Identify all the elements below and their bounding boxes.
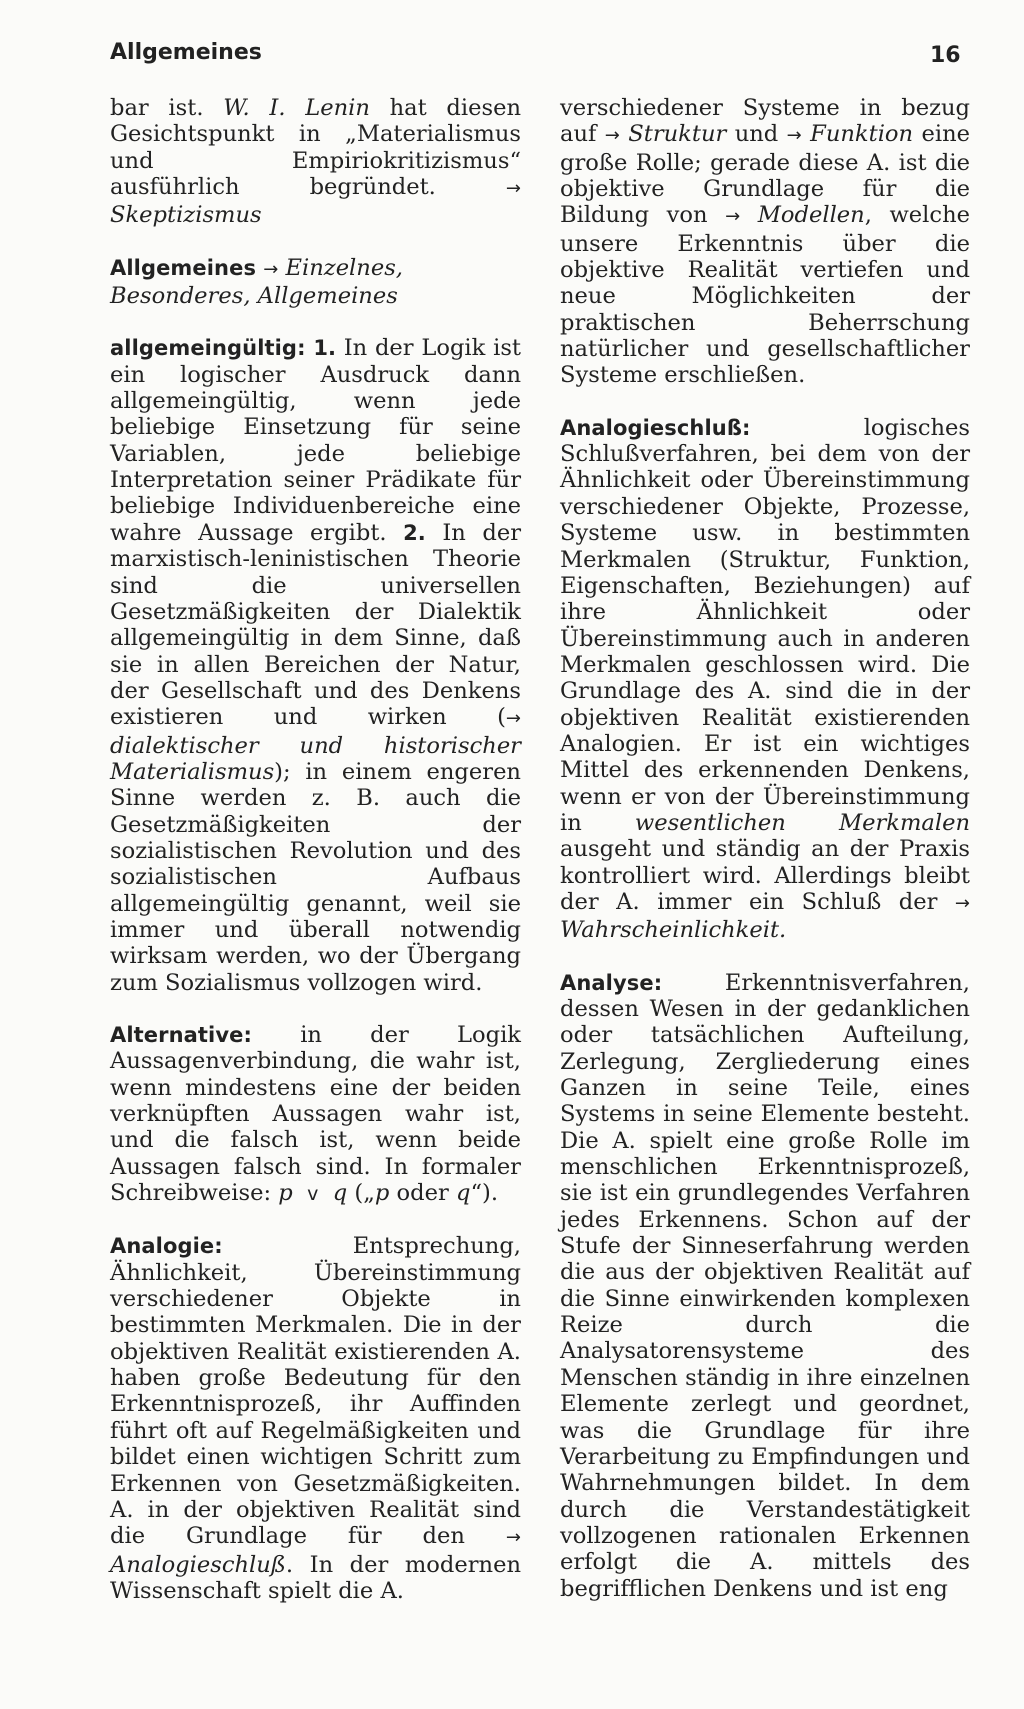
sense-number: 2. [403,520,426,545]
entry-allgemeines [110,255,521,310]
cross-reference-link[interactable]: dialektischer und historischer Materialismus [110,732,521,785]
entry-text: („ [354,1180,375,1207]
entry-analyse [560,970,970,1602]
entry-text: . In der modernen Wissenschaft spielt die A. [110,1551,521,1604]
entry-text: ); in einem engeren Sinne werden z. B. auch die Gesetzmäßigkeiten der sozialistischen Revolution und des sozialistischen Aufbaus allgemeingültig genannt, weil sie immer und überall notwendig wirksam werden, wo der Übergang zum Sozialismus vollzogen wird. [110,758,521,996]
entry-text: In der marxistisch-leninistischen Theorie sind die universellen Gesetzmäßigkeiten der Dialektik allgemeingültig in dem Sinne, daß sie in allen Bereichen der Natur, der Gesellschaft und des Denkens existieren und wirken ( [110,519,521,731]
entry-analogie [110,1233,521,1604]
cross-reference-link[interactable]: Skeptizismus [110,202,262,229]
entry-allgemeinguelig [110,335,521,996]
left-column [110,95,521,1630]
entry-continuation [110,95,521,229]
cross-reference-arrow-icon: → [505,1527,521,1549]
entry-text: ausgeht und ständig an der Praxis kontrolliert wird. Allerdings bleibt der A. immer ein Schluß der [560,836,970,915]
cross-reference-arrow-icon: → [954,892,970,914]
entry-analogieschluss [560,415,970,944]
right-column [560,95,970,1628]
cross-reference-link[interactable]: Funktion [810,121,914,148]
cross-reference-arrow-icon: → [505,178,521,200]
formula-variable-q: q [332,1180,348,1207]
entry-text: logisches Schlußverfahren, bei dem von der Ähnlichkeit oder Übereinstimmung verschiedener Objekte, Prozesse, Systeme usw. in bestimmten Merkmalen (Struktur, Funktion, Eigenschaften, Beziehungen) auf ihre Ähnlichkeit oder Übereinstimmung auch in anderen Merkmalen geschlossen wird. Die Grundlage des A. sind die in der objektiven Realität existierenden Analogien. Er ist ein wichtiges Mittel des erkennenden Denkens, wenn er von der Übereinstimmung in [560,414,970,836]
entry-text: eine große Rolle; gerade diese A. ist die objektive Grundlage für die Bildung von [560,121,970,229]
cross-reference-arrow-icon: → [263,258,279,280]
entry-headword: Analyse: [560,970,663,995]
cross-reference-link[interactable]: Einzelnes, Besonderes, Allgemeines [110,254,403,310]
entry-italic: wesentlichen Merkmalen [634,809,970,836]
cross-reference-arrow-icon: → [725,206,741,228]
entry-text: bar ist. [110,95,224,121]
entry-continuation [560,95,970,389]
entry-text: in der Logik Aussagenverbindung, die wahr ist, wenn mindestens eine der beiden verknüpften Aussagen wahr ist, und die falsch ist, wenn beide Aussagen falsch sind. In formaler Schreibweise: [110,1022,521,1207]
formula-variable-p: p [374,1180,390,1207]
entry-text: und [726,121,787,148]
sense-number: 1. [313,336,336,361]
entry-text: oder [389,1180,456,1207]
page-number: 16 [930,43,961,68]
entry-text: “). [470,1180,499,1207]
cross-reference-link[interactable]: Wahrscheinlichkeit. [560,917,787,944]
entry-headword: Analogie: [110,1234,223,1259]
entry-headword: Analogieschluß: [560,415,751,440]
cross-reference-arrow-icon: → [604,125,620,147]
running-head: Allgemeines [110,40,262,65]
entry-text: hat diesen Gesichtspunkt in „Materialismus und Empiriokritizismus“ ausführlich begründet. [110,95,521,201]
entry-headword: Allgemeines [110,255,257,280]
entry-text: In der Logik ist ein logischer Ausdruck dann allgemeingültig, wenn jede beliebige Einsetzung für seine Variablen, jede beliebige Interpretation seiner Prädikate für beliebige Individuenbereiche eine wahre Aussage ergibt. [110,335,521,546]
disjunction-symbol: v [307,1183,319,1206]
entry-text: verschiedener Systeme in bezug auf [560,95,970,148]
cross-reference-link[interactable]: Modellen [757,202,865,229]
cross-reference-link[interactable]: Analogieschluß [110,1551,286,1578]
entry-text: Entsprechung, Ähnlichkeit, Übereinstimmung verschiedener Objekte in bestimmten Merkmalen. Die in der objektiven Realität existierenden A. haben große Bedeutung für den Erkenntnisprozeß, ihr Auffinden führt oft auf Regelmäßigkeiten und bildet einen wichtigen Schritt zum Erkennen von Gesetzmäßigkeiten. A. in der objektiven Realität sind die Grundlage für den [110,1233,521,1550]
entry-alternative [110,1022,521,1207]
entry-headword: Alternative: [110,1023,252,1047]
entry-text: Erkenntnisverfahren, dessen Wesen in der gedanklichen oder tatsächlichen Aufteilung, Zerlegung, Zergliederung eines Ganzen in seine Teile, eines Systems in seine Elemente besteht. Die A. spielt eine große Rolle im menschlichen Erkenntnisprozeß, sie ist ein grundlegendes Verfahren jedes Erkennens. Schon auf der Stufe der Sinneserfahrung werden die aus der objektiven Realität auf die Sinne einwirkenden komplexen Reize durch die Analysatorensysteme des Menschen ständig in ihre einzelnen Elemente zerlegt und geordnet, was die Grundlage für ihre Verarbeitung zu Empfindungen und Wahrnehmungen bildet. In dem durch die Verstandestätigkeit vollzogenen rationalen Erkennen erfolgt die A. mittels des begrifflichen Denkens und ist eng [560,969,970,1602]
cross-reference-arrow-icon: → [786,125,802,147]
cross-reference-link[interactable]: Struktur [628,121,727,148]
formula-variable-q: q [455,1180,471,1207]
formula-variable-p: p [278,1180,293,1207]
cross-reference-arrow-icon: → [505,708,521,730]
entry-italic: W. I. Lenin [223,95,370,121]
entry-headword: allgemeingültig: [110,336,306,361]
entry-text: , welche unsere Erkenntnis über die objektive Realität vertiefen und neue Möglichkeiten der praktischen Beherrschung natürlicher und gesellschaftlicher Systeme erschließen. [560,202,970,389]
